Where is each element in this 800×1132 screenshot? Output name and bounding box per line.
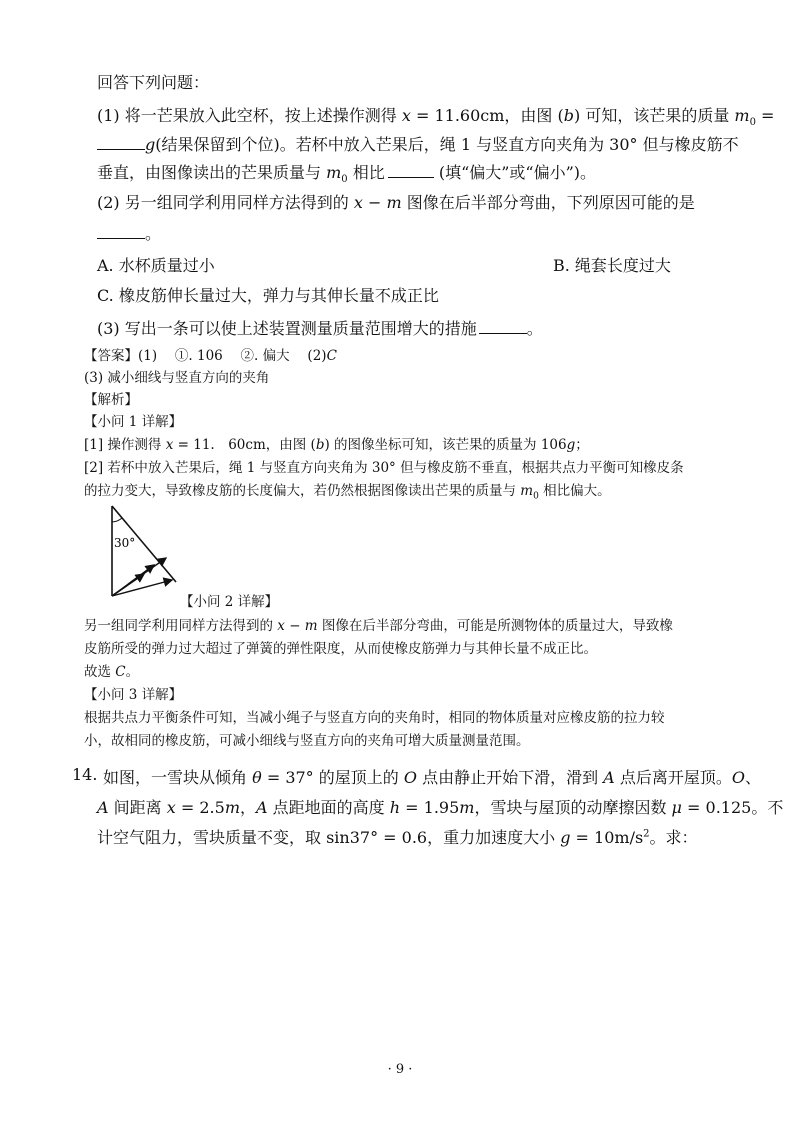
p3-text: 图像在后半部分弯曲，可能是所测物体的质量过大，导致橡	[317, 618, 673, 634]
option-a: A. 水杯质量过小	[97, 256, 215, 275]
answer-text: 【答案】(1) ①. 106 ②. 偏大 (2)	[84, 348, 327, 364]
point-o: O	[403, 768, 417, 787]
force-arrow-4	[112, 580, 172, 596]
point-o: O	[731, 768, 745, 787]
q2-option-c-row	[97, 283, 439, 306]
analysis-p1	[84, 433, 589, 453]
q14-text: = 10m/s	[570, 828, 644, 847]
var-theta: θ	[252, 768, 262, 787]
q1-line-3	[97, 160, 596, 185]
analysis-p3-line-3	[84, 660, 139, 680]
var-x: x	[165, 437, 174, 453]
analysis-p2-line-2	[84, 479, 611, 502]
p2-text: 的拉力变大，导致橡皮筋的长度偏大，若仍然根据图像读出芒果的质量与	[84, 483, 521, 499]
point-a: A	[97, 798, 109, 817]
q1-line-1	[97, 103, 774, 128]
q1-text: ) 可知，该芒果的质量	[573, 106, 735, 125]
unit-m: m	[224, 798, 240, 817]
q14-text: 计空气阻力，雪块质量不变，取 sin37° = 0.6，重力加速度大小	[97, 828, 561, 847]
subscript: 0	[341, 174, 348, 186]
p4-text: 根据共点力平衡条件可知，当减小绳子与竖直方向的夹角时，相同的物体质量对应橡皮筋的拉力较	[84, 710, 665, 726]
unit-g: g	[566, 437, 576, 453]
q2-text: (2) 另一组同学利用同样方法得到的	[97, 193, 354, 212]
q1-text: (结果保留到个位)。若杯中放入芒果后，绳 1 与竖直方向夹角为 30° 但与橡皮筋不	[155, 135, 739, 154]
analysis-p4-line-1	[84, 706, 665, 726]
point-a: A	[256, 798, 268, 817]
intro-text	[97, 70, 209, 93]
var-g: g	[560, 828, 571, 847]
q1-line-2	[97, 132, 739, 155]
analysis-label: 【解析】	[84, 392, 138, 408]
angle-arc	[112, 518, 122, 522]
answer-line-2	[84, 366, 269, 386]
analysis-p3-line-1	[84, 614, 673, 634]
var-x: x	[401, 106, 411, 125]
analysis-heading	[84, 388, 138, 408]
q14-text: ，雪块与屋顶的动摩擦因数	[474, 798, 672, 817]
subscript: 0	[749, 117, 756, 129]
q14-text: 、	[744, 768, 761, 787]
var-m: m	[734, 106, 750, 125]
point-a: A	[603, 768, 615, 787]
q2-text: 图像在后半部分弯曲，下列原因可能的是	[401, 193, 695, 212]
q1-text: =	[755, 106, 775, 125]
sub3-heading	[84, 683, 182, 703]
q2-line-1	[97, 190, 695, 213]
unit-g: g	[145, 135, 156, 154]
unit-m: m	[459, 798, 475, 817]
p1-text: [1] 操作测得	[84, 437, 166, 453]
q1-text: (1) 将一芒果放入此空杯，按上述操作测得	[97, 106, 402, 125]
q1-text: (填“偏大”或“偏小”)。	[433, 163, 597, 182]
fig-ref: b	[315, 437, 325, 453]
force-diagram	[100, 500, 190, 600]
q14-text: = 37° 的屋顶上的	[261, 768, 404, 787]
answer-blank[interactable]	[97, 224, 145, 239]
option-b: B. 绳套长度过大	[553, 256, 671, 275]
sub1-heading	[84, 410, 182, 430]
page-number: · 9 ·	[387, 1062, 413, 1077]
answer-line-1	[84, 344, 337, 364]
answer-blank[interactable]	[388, 163, 434, 178]
p1-text: = 11. 60cm，由图 (	[173, 437, 316, 453]
p4-text: 小，故相同的橡皮筋，可减小细线与竖直方向的夹角可增大质量测量范围。	[84, 733, 530, 749]
sub2-heading	[180, 590, 278, 610]
q14-text: 间距离	[108, 798, 167, 817]
q1-text: 垂直，由图像读出的芒果质量与	[97, 163, 327, 182]
q2-options-row	[97, 253, 717, 276]
q14-text: 点距地面的高度	[267, 798, 390, 817]
superscript: 2	[643, 828, 650, 840]
var-h: h	[389, 798, 401, 817]
q14-text: = 2.5	[175, 798, 225, 817]
q1-text: = 11.60cm，由图 (	[410, 106, 564, 125]
answer-blank[interactable]	[97, 135, 145, 150]
subscript: 0	[533, 491, 539, 502]
q14-text: 点后离开屋顶。	[614, 768, 732, 787]
q14-text: = 0.125。不	[681, 798, 784, 817]
var-x-m: x − m	[353, 193, 402, 212]
var-m: m	[520, 483, 534, 499]
q3-text: 。	[526, 319, 543, 338]
q3-line	[97, 316, 543, 339]
analysis-p4-line-2	[84, 729, 530, 749]
q1-text: 相比	[347, 163, 385, 182]
option-c: C. 橡皮筋伸长量过大，弹力与其伸长量不成正比	[97, 286, 439, 305]
var-mu: μ	[671, 798, 682, 817]
q14-line-3	[97, 825, 698, 848]
answer-blank[interactable]	[479, 319, 527, 334]
q14-text: 点由静止开始下滑，滑到	[416, 768, 604, 787]
p3-text: 皮筋所受的弹力过大超过了弹簧的弹性限度，从而使橡皮筋弹力与其伸长量不成正比。	[84, 641, 597, 657]
p1-text: ；	[575, 437, 589, 453]
answer-text: (3) 减小细线与竖直方向的夹角	[84, 370, 270, 386]
intro-label: 回答下列问题：	[97, 73, 210, 92]
p1-text: ) 的图像坐标可知，该芒果的质量为 106	[324, 437, 567, 453]
q14-text: ，	[239, 798, 256, 817]
p3-text: 故选	[84, 664, 116, 680]
sub1-label: 【小问 1 详解】	[84, 414, 183, 430]
q14-line-1	[103, 765, 761, 788]
p3-text: 另一组同学利用同样方法得到的	[84, 618, 278, 634]
fig-ref: b	[563, 106, 574, 125]
question-number: 14.	[72, 765, 98, 784]
var-x-m: x − m	[277, 618, 318, 634]
analysis-p3-line-2	[84, 637, 597, 657]
q2-text: 。	[145, 224, 162, 243]
sub2-label: 【小问 2 详解】	[180, 594, 279, 610]
force-arrow-3	[112, 558, 166, 596]
q14-text: 。求：	[649, 828, 698, 847]
angle-label: 30°	[114, 536, 136, 550]
var-m: m	[326, 163, 342, 182]
var-x: x	[166, 798, 176, 817]
answer-choice: C	[326, 348, 337, 364]
p3-text: 。	[125, 664, 140, 680]
answer-choice: C	[115, 664, 126, 680]
q2-line-2	[97, 221, 161, 244]
q3-text: (3) 写出一条可以使上述装置测量质量范围增大的措施	[97, 319, 477, 338]
q14-text: 如图，一雪块从倾角	[103, 768, 253, 787]
p2-text: [2] 若杯中放入芒果后，绳 1 与竖直方向夹角为 30° 但与橡皮筋不垂直，根据共点力平衡可知橡皮条	[84, 460, 684, 476]
analysis-p2-line-1	[84, 456, 684, 476]
q14-line-2	[97, 795, 783, 818]
sub3-label: 【小问 3 详解】	[84, 687, 183, 703]
q14-text: = 1.95	[400, 798, 460, 817]
p2-text: 相比偏大。	[538, 483, 611, 499]
